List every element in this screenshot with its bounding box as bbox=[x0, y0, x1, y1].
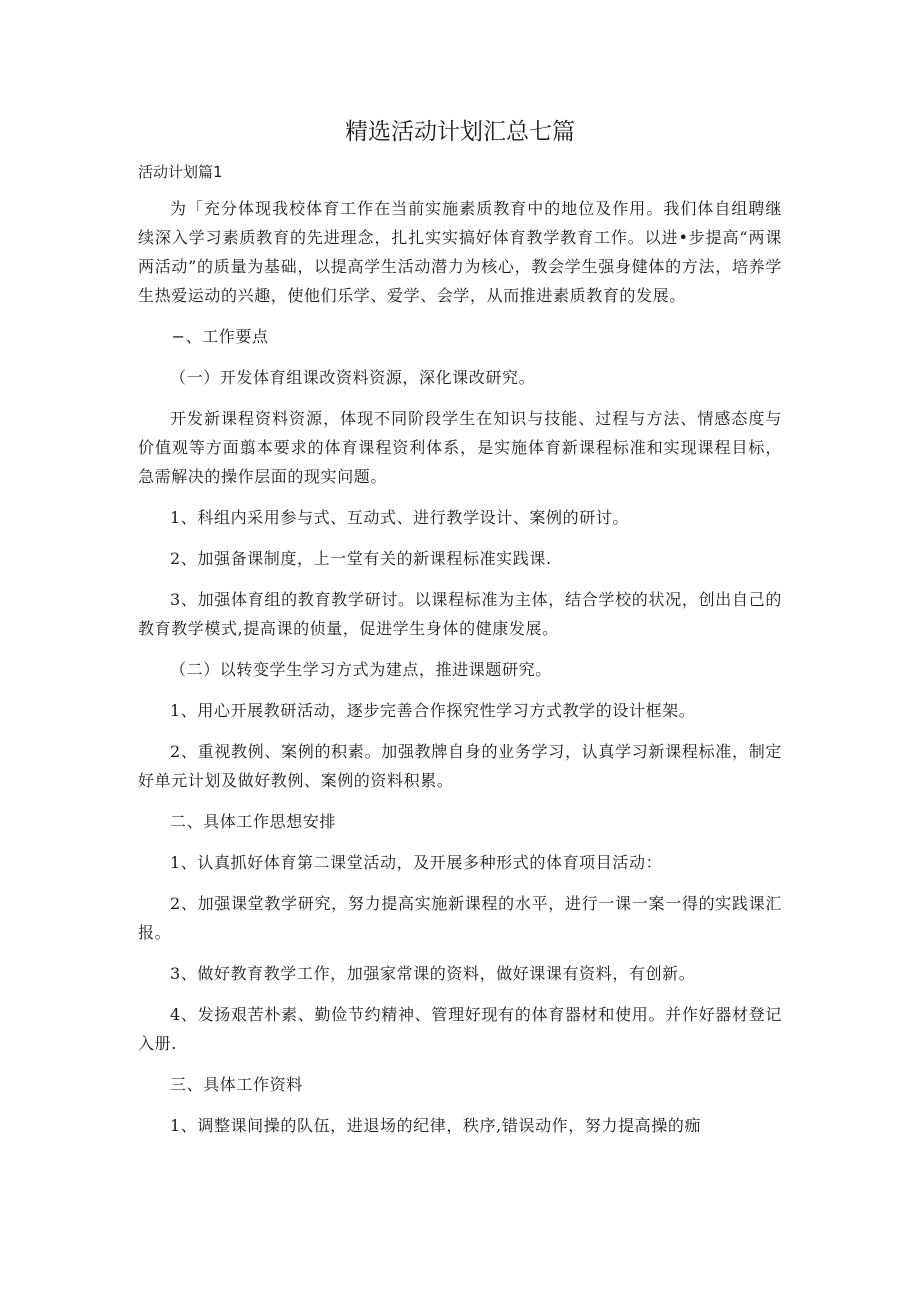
heading-work-materials: 三、具体工作资料 bbox=[170, 1075, 303, 1094]
paragraph-intro: 为「充分体现我校体育工作在当前实施素质教育中的地位及作用。我们体自组聘继续深入学习素质教育的先进理念，扎扎实实搞好体育教学教育工作。以进•步提高“两课两活动”的质量为基础，以提高学生活动潜力为核心，教会学生强身健体的方法，培养学生热爱运动的兴趣，使他们乐学、爱学、会学，从而推进素质教育的发展。 bbox=[138, 199, 782, 305]
subheading-part-two: （二）以转变学生学习方式为建点，推进课题研究。 bbox=[170, 660, 552, 679]
list-item: 4、发扬艰苦朴素、勤俭节约精神、管理好现有的体育器材和使用。并作好器材登记入册. bbox=[138, 1005, 782, 1053]
list-item: 1、用心开展教研活动，逐步完善合作探究性学习方式教学的设计框架。 bbox=[170, 701, 696, 720]
list-item: 1、科组内采用参与式、互动式、进行教学设计、案例的研讨。 bbox=[170, 508, 629, 527]
section-label: 活动计划篇1 bbox=[138, 163, 223, 181]
list-item: 2、重视教例、案例的积素。加强教牌自身的业务学习，认真学习新课程标准，制定好单元计划及做好教例、案例的资料积累。 bbox=[138, 742, 782, 790]
list-item: 3、做好教育教学工作，加强家常课的资料，做好课课有资料，有创新。 bbox=[170, 964, 696, 983]
heading-work-points: −、工作要点 bbox=[171, 327, 269, 346]
document-title: 精选活动计划汇总七篇 bbox=[345, 119, 575, 145]
list-item: 3、加强体育组的教育教学研讨。以课程标准为主体，结合学校的状况，创出自己的教育教学模式,提高课的侦量，促进学生身体的健康发展。 bbox=[138, 590, 782, 638]
document-body bbox=[138, 194, 782, 1152]
list-item: 2、加强备课制度，上一堂有关的新课程标准实践课. bbox=[170, 549, 552, 568]
list-item: 1、认真抓好体育第二课堂活动，及开展多种形式的体育项目活动： bbox=[170, 853, 663, 872]
paragraph-curriculum: 开发新课程资料资源，体现不同阶段学生在知识与技能、过程与方法、情感态度与价值观等方面翦本要求的体育课程资利体系，是实施体育新课程标准和实现课程目标，急需解决的操作层面的现实问题。 bbox=[138, 409, 782, 486]
heading-work-arrangement: 二、具体工作思想安排 bbox=[170, 812, 337, 831]
list-item: 1、调整课间操的队伍，进退场的纪律，秩序,错误动作，努力提高操的痂 bbox=[170, 1116, 702, 1135]
subheading-part-one: （一）开发体育组课改资料资源，深化课改研究。 bbox=[170, 368, 536, 387]
list-item: 2、加强课堂教学研究，努力提高实施新课程的水平，进行一课一案一得的实践课汇报。 bbox=[138, 894, 782, 942]
